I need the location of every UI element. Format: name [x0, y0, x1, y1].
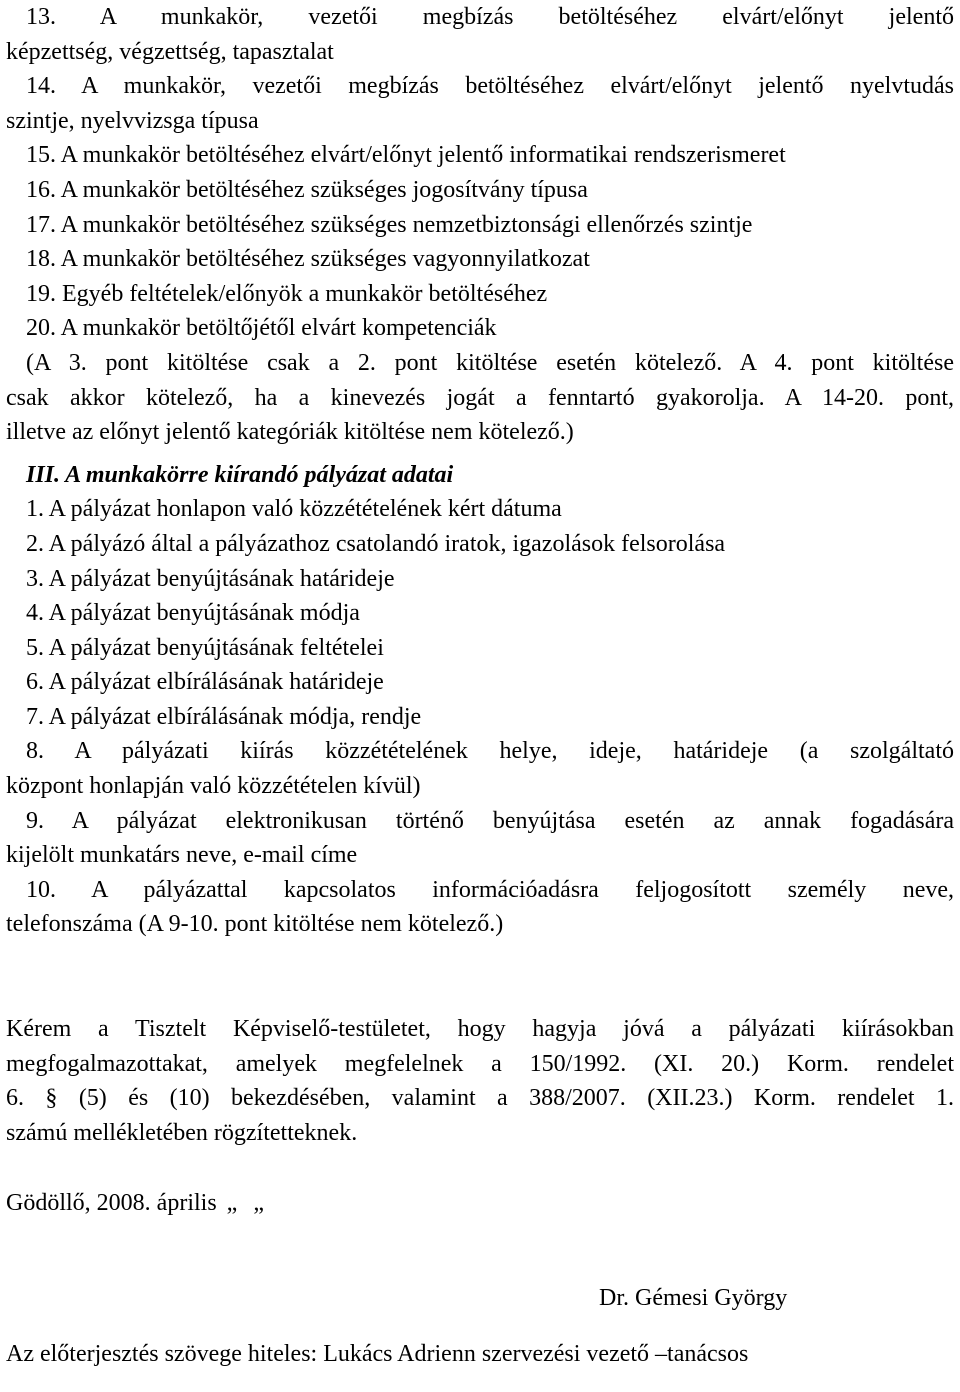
application-item-9-line2: kijelölt munkatárs neve, e-mail címe: [6, 842, 358, 869]
application-item-2: 2. A pályázó által a pályázathoz csatolandó iratok, igazolások felsorolása: [26, 530, 726, 557]
request-line2: megfogalmazottakat, amelyek megfelelnek a 150/1992. (XI. 20.) Korm. rendelet: [6, 1050, 954, 1077]
application-item-9-line1: 9. A pályázat elektronikusan történő benyújtása esetén az annak fogadására: [26, 807, 954, 834]
date-quote-open: „: [226, 1190, 238, 1217]
application-item-10-line2: telefonszáma (A 9-10. pont kitöltése nem kötelező.): [6, 911, 504, 938]
document-page: [6, 0, 954, 1371]
criteria-item-15: 15. A munkakör betöltéséhez elvárt/előnyt jelentő informatikai rendszerismeret: [26, 142, 786, 169]
criteria-list: [6, 0, 954, 346]
criteria-item-17: 17. A munkakör betöltéséhez szükséges nemzetbiztonsági ellenőrzés szintje: [26, 211, 753, 238]
criteria-note: [6, 346, 954, 450]
date-quote-close: „: [253, 1190, 264, 1217]
criteria-note-line1: (A 3. pont kitöltése csak a 2. pont kitöltése esetén kötelező. A 4. pont kitöltése: [26, 349, 954, 376]
application-item-4: 4. A pályázat benyújtásának módja: [26, 600, 360, 627]
section-heading: III. A munkakörre kiírandó pályázat adatai: [26, 461, 454, 488]
criteria-note-line3: illetve az előnyt jelentő kategóriák kitöltése nem kötelező.): [6, 419, 574, 446]
request-line3: 6. § (5) és (10) bekezdésében, valamint a 388/2007. (XII.23.) Korm. rendelet 1.: [6, 1085, 954, 1112]
application-item-3: 3. A pályázat benyújtásának határideje: [26, 565, 395, 592]
request-line1: Kérem a Tisztelt Képviselő-testületet, hogy hagyja jóvá a pályázati kiírásokban: [6, 1016, 954, 1043]
criteria-item-16: 16. A munkakör betöltéséhez szükséges jogosítvány típusa: [26, 176, 588, 203]
application-item-1: 1. A pályázat honlapon való közzétételének kért dátuma: [26, 496, 562, 523]
criteria-item-13-line1: 13. A munkakör, vezetői megbízás betöltéséhez elvárt/előnyt jelentő: [26, 4, 954, 30]
criteria-item-14-line2: szintje, nyelvvizsga típusa: [6, 107, 259, 134]
criteria-item-14-line1: 14. A munkakör, vezetői megbízás betöltéséhez elvárt/előnyt jelentő nyelvtudás: [26, 73, 954, 100]
request-line4: számú mellékletében rögzítetteknek.: [6, 1119, 358, 1146]
application-item-6: 6. A pályázat elbírálásának határideje: [26, 669, 384, 696]
date-line: [6, 1186, 954, 1221]
criteria-item-20: 20. A munkakör betöltőjétől elvárt kompetenciák: [26, 315, 497, 342]
application-item-8-line1: 8. A pályázati kiírás közzétételének helye, ideje, határideje (a szolgáltató: [26, 738, 954, 765]
signature: Dr. Gémesi György: [599, 1285, 788, 1311]
criteria-item-18: 18. A munkakör betöltéséhez szükséges vagyonnyilatkozat: [26, 246, 590, 273]
application-item-5: 5. A pályázat benyújtásának feltételei: [26, 634, 384, 661]
application-item-7: 7. A pályázat elbírálásának módja, rendje: [26, 703, 422, 730]
criteria-item-19: 19. Egyéb feltételek/előnyök a munkakör betöltéséhez: [26, 280, 548, 307]
request-paragraph: [6, 1012, 954, 1150]
authentication-line: Az előterjesztés szövege hiteles: Lukács Adrienn szervezési vezető –tanácsos: [6, 1340, 749, 1367]
application-item-8-line2: központ honlapján való közzétételen kívül): [6, 773, 421, 800]
application-item-10-line1: 10. A pályázattal kapcsolatos információadásra feljogosított személy neve,: [26, 876, 954, 903]
criteria-item-13-line2: képzettség, végzettség, tapasztalat: [6, 38, 334, 65]
criteria-note-line2: csak akkor kötelező, ha a kinevezés jogát a fenntartó gyakorolja. A 14-20. pont,: [6, 384, 954, 411]
application-list: [6, 492, 954, 942]
date-text: Gödöllő, 2008. április: [6, 1190, 217, 1217]
